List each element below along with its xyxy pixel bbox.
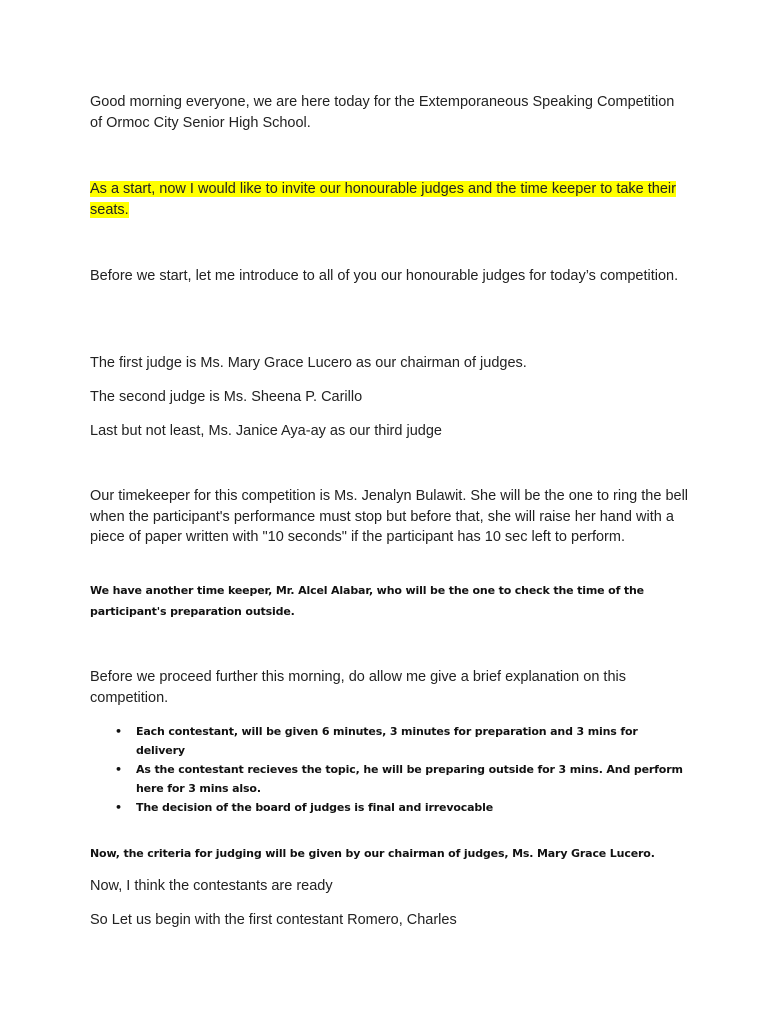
- rules-list: [90, 722, 690, 817]
- bullet-icon: •: [115, 763, 122, 776]
- judge-3-line: Last but not least, Ms. Janice Aya-ay as our third judge: [90, 423, 442, 439]
- rule-text: Each contestant, will be given 6 minutes, 3 minutes for preparation and 3 mins for delivery: [136, 725, 638, 757]
- bullet-icon: •: [115, 801, 122, 814]
- timekeeper-paragraph: Our timekeeper for this competition is Ms. Jenalyn Bulawit. She will be the one to ring the bell when the participant's performance must stop but before that, she will raise her hand with a piece of paper written with "10 seconds" if the participant has 10 sec left to perform.: [90, 488, 689, 545]
- intro-paragraph: Good morning everyone, we are here today for the Extemporaneous Speaking Competition of Ormoc City Senior High School.: [90, 94, 675, 131]
- criteria-paragraph: Now, the criteria for judging will be given by our chairman of judges, Ms. Mary Grace Lucero.: [90, 847, 655, 860]
- highlight-text: As a start, now I would like to invite our honourable judges and the time keeper to take their seats.: [90, 181, 676, 218]
- explanation-paragraph: Before we proceed further this morning, do allow me give a brief explanation on this competition.: [90, 669, 626, 706]
- begin-line: So Let us begin with the first contestant Romero, Charles: [90, 912, 457, 928]
- judge-1-line: The first judge is Ms. Mary Grace Lucero as our chairman of judges.: [90, 355, 527, 371]
- list-item: [90, 798, 690, 817]
- rule-text: As the contestant recieves the topic, he will be preparing outside for 3 mins. And perform here for 3 mins also.: [136, 763, 683, 795]
- list-item: [90, 722, 690, 760]
- list-item: [90, 760, 690, 798]
- bullet-icon: •: [115, 725, 122, 738]
- judge-2-line: The second judge is Ms. Sheena P. Carillo: [90, 389, 363, 405]
- judges-intro-paragraph: Before we start, let me introduce to all of you our honourable judges for today’s competition.: [90, 268, 679, 284]
- ready-line: Now, I think the contestants are ready: [90, 878, 333, 894]
- rule-text: The decision of the board of judges is final and irrevocable: [136, 801, 494, 814]
- timekeeper-2-paragraph: We have another time keeper, Mr. Alcel Alabar, who will be the one to check the time of the participant's preparation outside.: [90, 584, 644, 618]
- highlighted-paragraph: [90, 179, 690, 220]
